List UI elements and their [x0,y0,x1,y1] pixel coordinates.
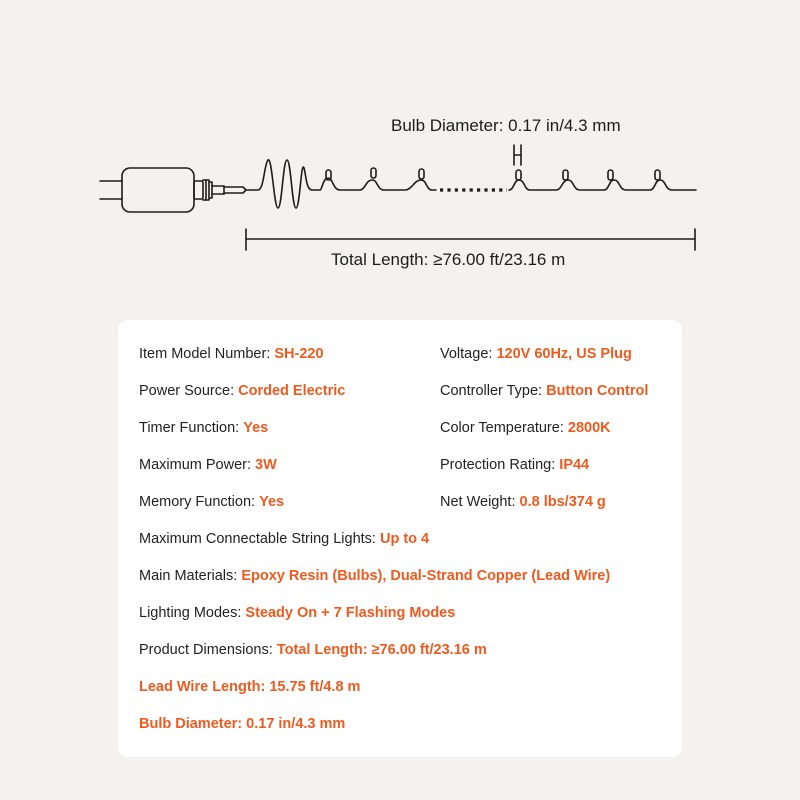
spec-key: Power Source: [139,383,239,399]
spec-key: Net Weight: [440,494,520,510]
spec-value: SH-220 [274,346,324,362]
spec-bulb-diameter [139,715,345,733]
spec-value: Total Length: ≥76.00 ft/23.16 m [276,642,487,658]
string-light-diagram [0,0,800,300]
specifications-card [118,320,682,757]
spec-product-dimensions [139,641,487,659]
bulbs-left [326,168,424,180]
spec-key: Color Temperature: [440,420,568,436]
spec-memory-function [139,493,284,511]
spec-item-model-number [139,345,324,363]
spec-value: Yes [259,494,285,510]
spec-key: Controller Type: [440,383,547,399]
spec-lighting-modes [139,604,455,622]
spec-key: Item Model Number: [139,346,275,362]
spec-value: Up to 4 [379,531,430,547]
spec-value: Lead Wire Length: 15.75 ft/4.8 m [139,679,361,695]
spec-controller-type [440,382,648,400]
spec-color-temperature [440,419,611,437]
spec-value: Steady On + 7 Flashing Modes [245,605,456,621]
cable-connector [194,180,246,200]
spec-voltage [440,345,632,363]
spec-value: 120V 60Hz, US Plug [496,346,632,362]
bulbs-right [516,170,660,180]
spec-power-source [139,382,345,400]
spec-key: Product Dimensions: [139,642,277,658]
spec-lead-wire-length [139,678,360,696]
spec-value: Yes [243,420,269,436]
spec-key: Memory Function: [139,494,260,510]
total-length-label: Total Length: ≥76.00 ft/23.16 m [331,250,566,269]
spec-key: Lighting Modes: [139,605,246,621]
spec-value: 0.8 lbs/374 g [519,494,606,510]
lead-wire-coil [246,160,320,208]
spec-timer-function [139,419,268,437]
spec-key: Maximum Connectable String Lights: [139,531,380,547]
power-adapter [122,168,194,212]
spec-key: Timer Function: [139,420,244,436]
spec-key: Voltage: [440,346,497,362]
spec-key: Protection Rating: [440,457,560,473]
spec-max-connectable [139,530,429,548]
bulb-diameter-label: Bulb Diameter: 0.17 in/4.3 mm [391,116,621,135]
spec-value: Bulb Diameter: 0.17 in/4.3 mm [139,716,346,732]
main-wire-left [320,178,436,190]
spec-value: 3W [255,457,277,473]
total-length-dimension [246,229,695,250]
bulb-diameter-marker [514,145,521,165]
plug-prongs [100,181,122,199]
spec-value: Epoxy Resin (Bulbs), Dual-Strand Copper (Lead Wire) [241,568,611,584]
spec-key: Main Materials: [139,568,242,584]
spec-key: Maximum Power: [139,457,256,473]
spec-value: 2800K [567,420,611,436]
spec-value: Corded Electric [238,383,346,399]
spec-value: IP44 [559,457,590,473]
spec-protection-rating [440,456,589,474]
spec-value: Button Control [546,383,649,399]
spec-net-weight [440,493,606,511]
spec-maximum-power [139,456,277,474]
main-wire-right [509,180,696,190]
spec-main-materials [139,567,610,585]
